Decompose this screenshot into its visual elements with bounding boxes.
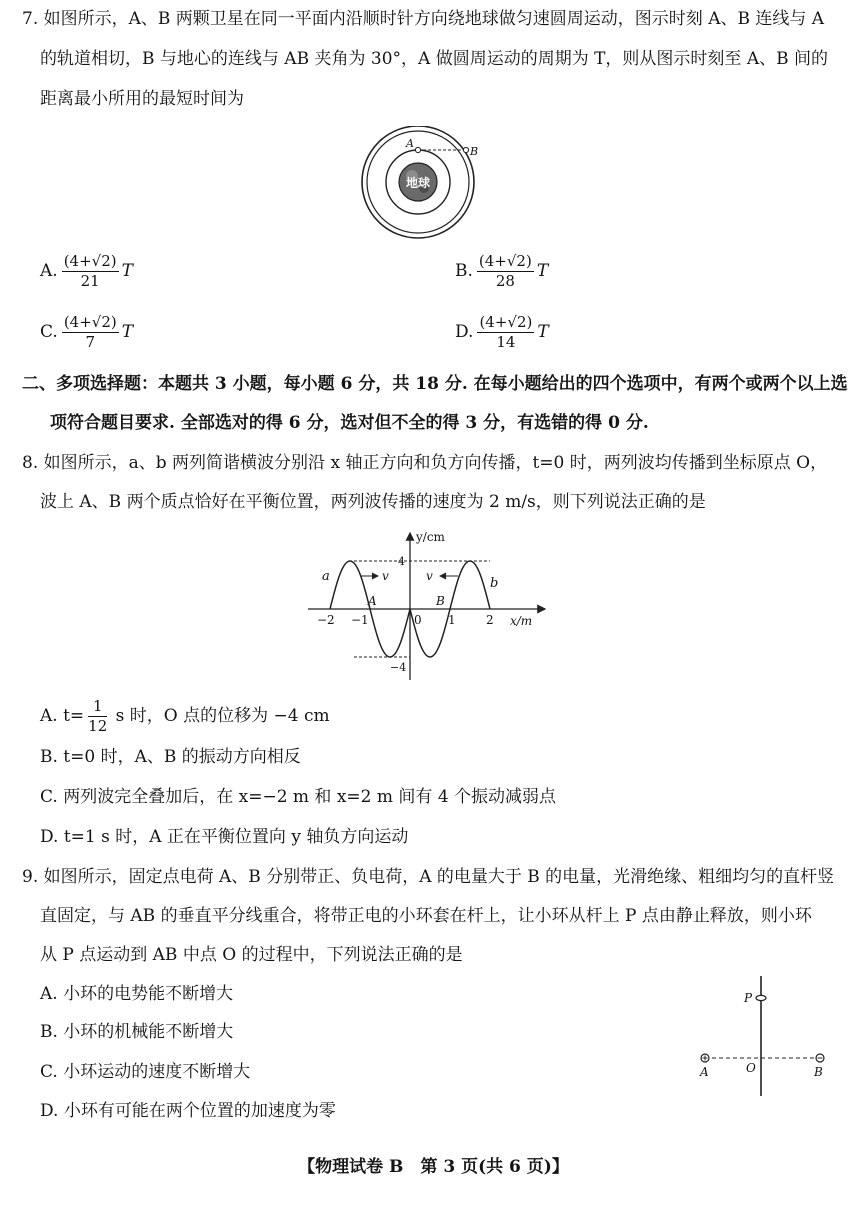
page-footer: 【物理试卷 B 第 3 页(共 6 页)】 [298,1157,569,1177]
q7-option-b: B. $\frac{(4+√2)}{28}$ T [455,252,549,290]
q9-option-d: D. 小环有可能在两个位置的加速度为零 [40,1101,336,1121]
q9-line-1: 9. 如图所示，固定点电荷 A、B 分别带正、负电荷，A 的电量大于 B 的电量，光滑绝缘、粗细均匀的直杆竖 [22,867,835,887]
q8-option-d: D. t=1 s 时，A 正在平衡位置向 y 轴负方向运动 [40,827,409,847]
satellite-a-label: A [406,137,414,150]
point-b-label: B [436,594,445,608]
q7-line-1: 7. 如图所示，A、B 两颗卫星在同一平面内沿顺时针方向绕地球做匀速圆周运动，图示时刻 A、B 连线与 A [22,9,825,29]
q7-line-3: 距离最小所用的最短时间为 [40,89,244,109]
section2-heading-line-1: 二、多项选择题：本题共 3 小题，每小题 6 分，共 18 分. 在每小题给出的四个选项中，有两个或两个以上选 [22,374,848,394]
q7-option-a: A. $\frac{(4+√2)}{21}$ T [40,252,133,290]
q7-option-c: C. $\frac{(4+√2)}{7}$ T [40,313,134,351]
q8-option-a: A. t= $\frac{1}{12}$ s 时，O 点的位移为 −4 cm [40,697,330,735]
satellite-b-label: B [470,145,479,158]
q7-line-2: 的轨道相切，B 与地心的连线与 AB 夹角为 30°，A 做圆周运动的周期为 T，则从图示时刻至 A、B 间的 [40,49,829,69]
section2-heading-line-2: 项符合题目要求. 全部选对的得 6 分，选对但不全的得 3 分，有选错的得 0 分. [50,413,649,433]
q9-option-b: B. 小环的机械能不断增大 [40,1022,234,1042]
x-tick-neg2: −2 [317,613,335,627]
label-b: B [814,1065,823,1079]
y-tick-4: 4 [398,555,405,568]
y-axis-label: y/cm [416,530,445,544]
q7-orbit-figure [360,126,500,244]
x-axis-label: x/m [510,614,533,628]
x-tick-1: 1 [448,613,456,627]
svg-text:v: v [382,569,389,583]
label-p: P [744,991,753,1005]
earth-label: 地球 [405,176,431,190]
wave-b-label: b [490,576,499,591]
point-a-label: A [368,594,377,608]
wave-a-label: a [322,569,330,584]
q9-line-2: 直固定，与 AB 的垂直平分线重合，将带正电的小环套在杆上，让小环从杆上 P 点由静止释放，则小环 [40,906,812,926]
q8-line-1: 8. 如图所示，a、b 两列简谐横波分别沿 x 轴正方向和负方向传播，t=0 时，两列波均传播到坐标原点 O， [22,453,828,473]
x-tick-0: 0 [414,613,422,627]
q8-option-c: C. 两列波完全叠加后，在 x=−2 m 和 x=2 m 间有 4 个振动减弱点 [40,787,557,807]
q9-option-c: C. 小环运动的速度不断增大 [40,1062,251,1082]
q9-line-3: 从 P 点运动到 AB 中点 O 的过程中，下列说法正确的是 [40,945,463,965]
svg-text:v: v [426,569,433,583]
satellite-b [463,147,468,152]
y-tick-neg4: −4 [390,661,407,674]
x-tick-2: 2 [486,613,494,627]
q7-option-d: D. $\frac{(4+√2)}{14}$ T [455,313,549,351]
q8-line-2: 波上 A、B 两个质点恰好在平衡位置，两列波传播的速度为 2 m/s，则下列说法正确的是 [40,492,706,512]
x-tick-neg1: −1 [351,613,369,627]
q9-charges-figure [690,968,835,1103]
q9-option-a: A. 小环的电势能不断增大 [40,984,234,1004]
label-a: A [700,1065,709,1079]
ring-p [756,995,766,1000]
label-o: O [746,1061,756,1075]
satellite-a [415,147,420,152]
q8-option-b: B. t=0 时，A、B 的振动方向相反 [40,747,301,767]
q8-wave-figure [300,525,560,685]
